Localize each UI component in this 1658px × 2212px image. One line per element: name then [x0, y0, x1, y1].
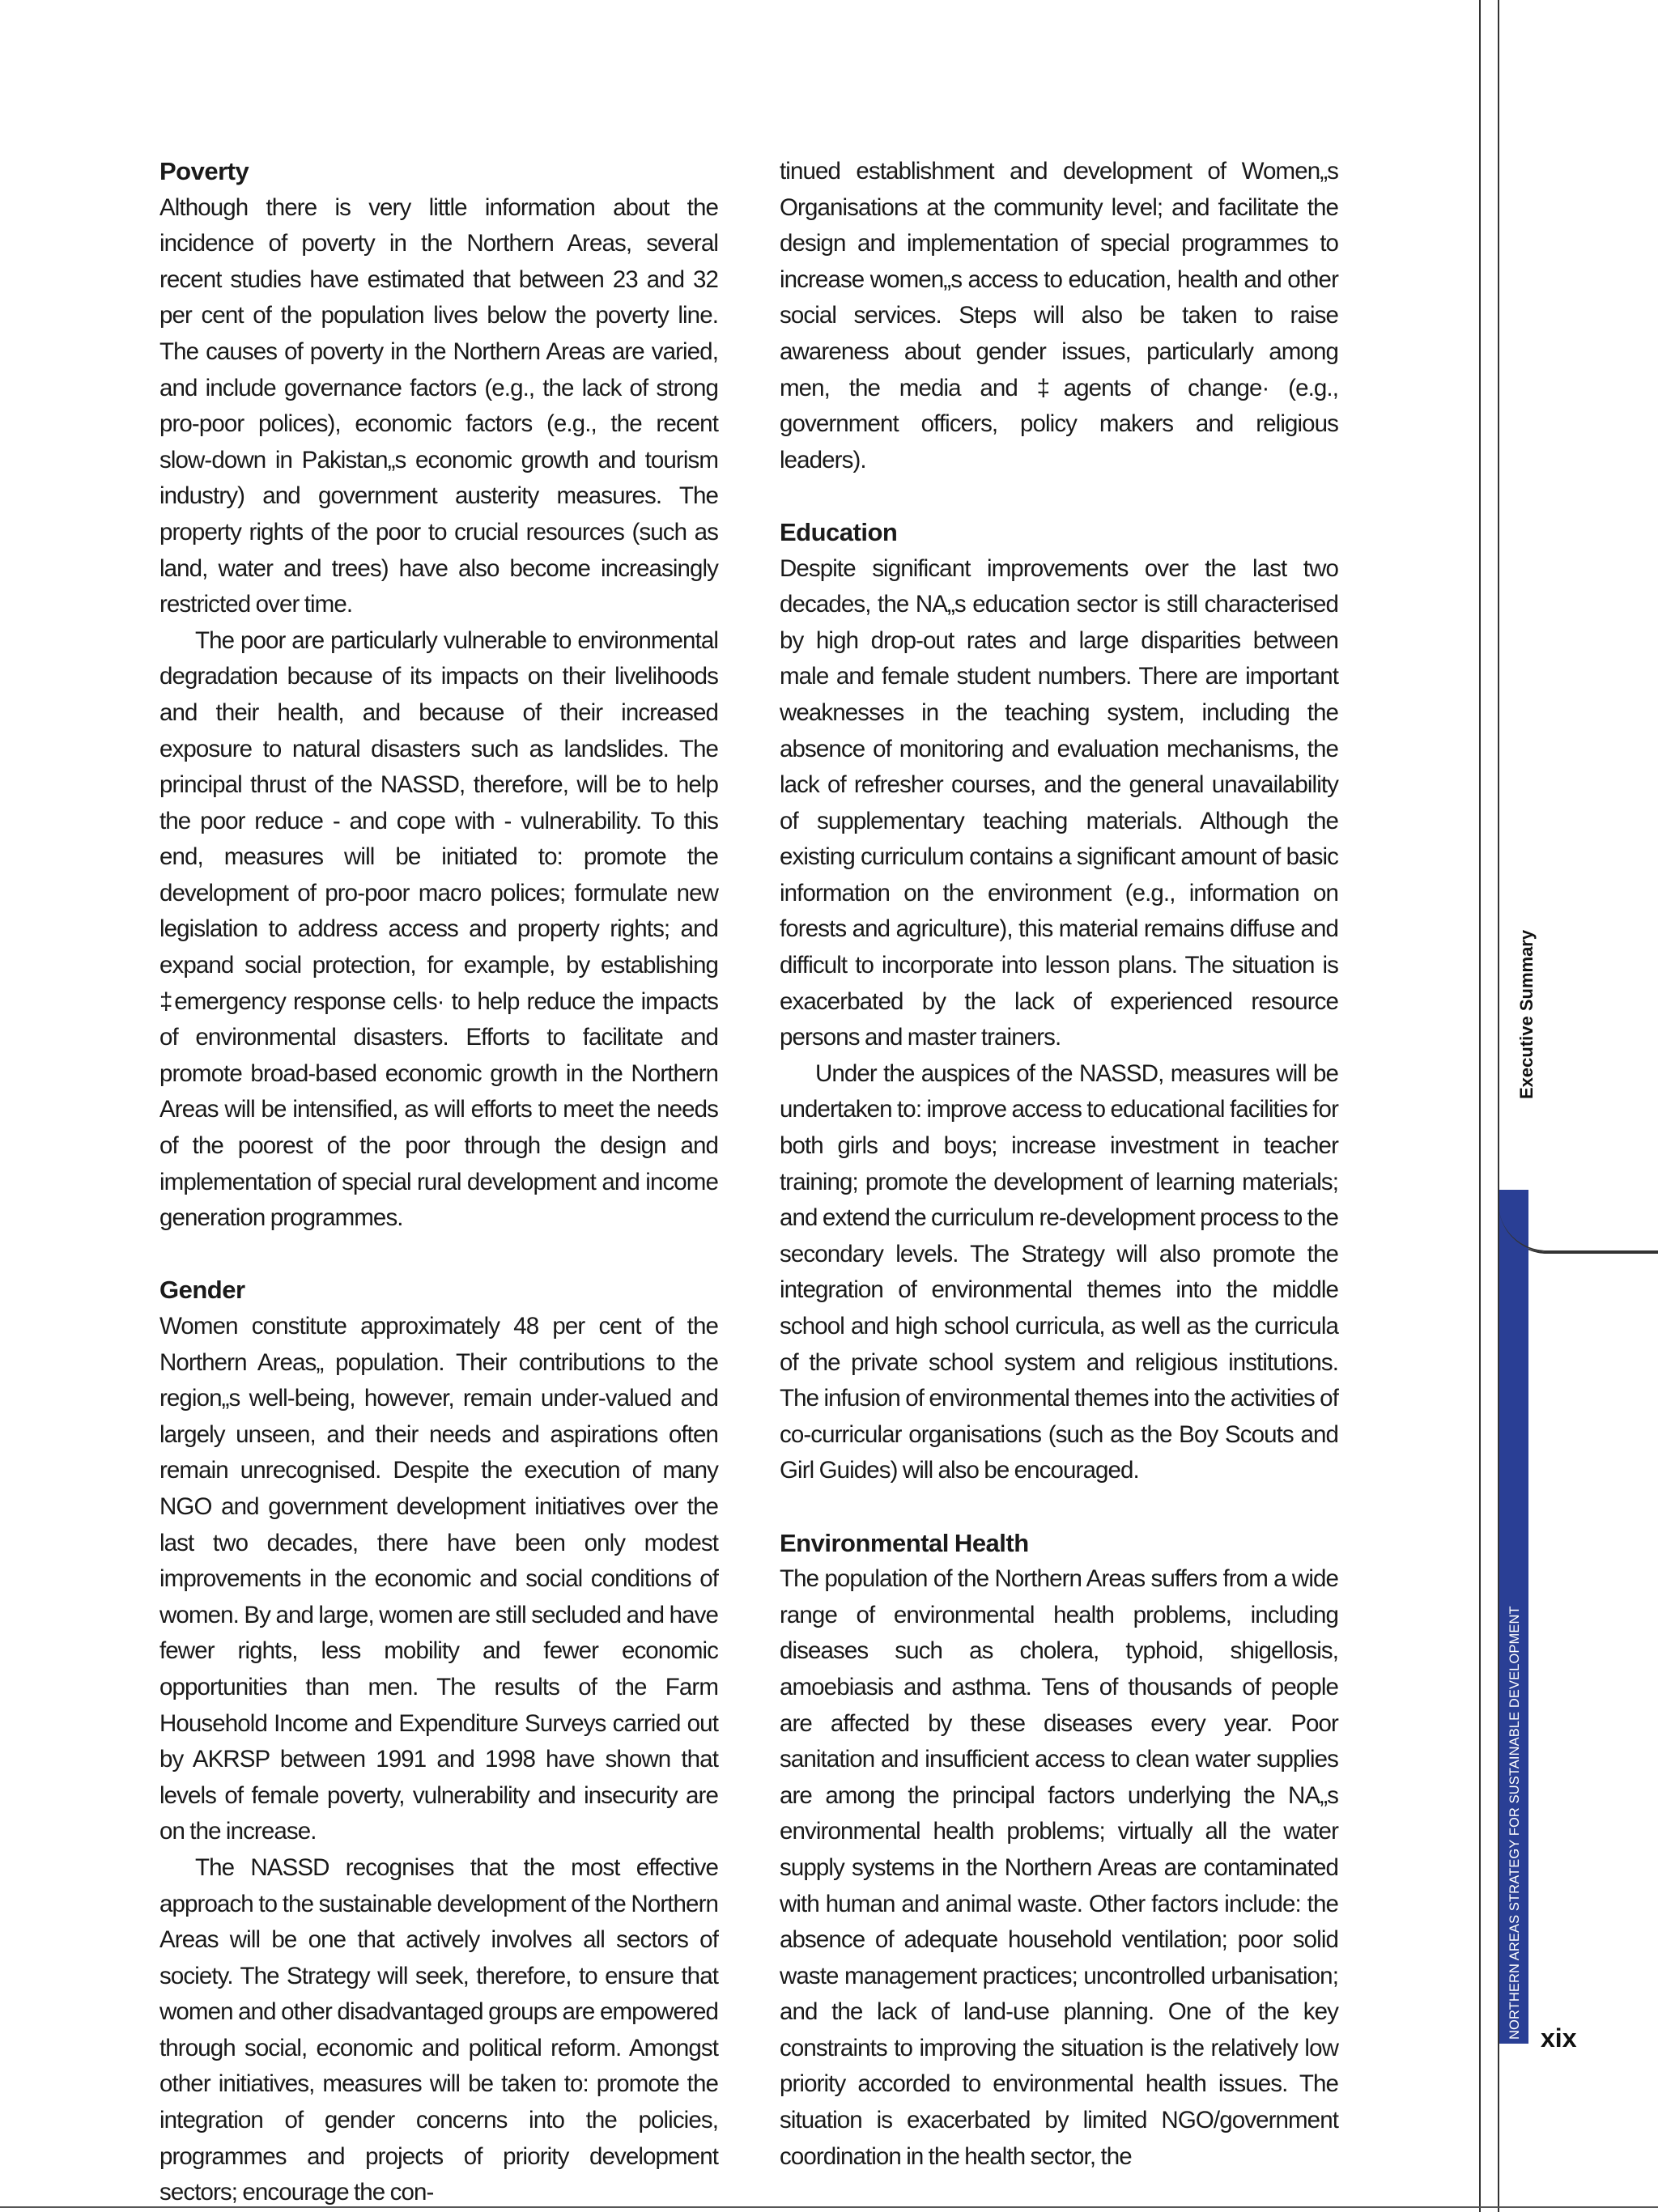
poverty-paragraph-2: The poor are particularly vulnerable to environmental degradation because of its impacts on their livelihoods and their health, and because of their increased exposure to natural disasters such as landslides. The principal thrust of the NASSD, therefore, will be to help the poor reduce - and cope with - vulnerability. To this end, measures will be initiated to: promote the development of pro-poor macro polices; formulate new legislation to address access and property rights; and expand social protection, for example, by establishing ‡emergency response cells· to help reduce the impacts of environmental disasters. Efforts to facilitate and promote broad-based economic growth in the Northern Areas will be intensified, as will efforts to meet the needs of the poorest of the poor through the design and implementation of special rural development and income generation programmes. [159, 626, 718, 1232]
poverty-paragraph-1: Although there is very little information about the incidence of poverty in the Northern Areas, several recent studies have estimated that between 23 and 32 per cent of the population lives below the poverty line. The causes of poverty in the Northern Areas are varied, and include governance factors (e.g., the lack of strong pro-poor polices), economic factors (e.g., the recent slow-down in Pakistan„s economic growth and tourism industry) and government austerity measures. The property rights of the poor to crucial resources (such as land, water and trees) have also become increasingly restricted over time. [159, 193, 718, 618]
environmental-health-paragraph-1: The population of the Northern Areas suffers from a wide range of environmental health problems, including diseases such as cholera, typhoid, shigellosis, amoebiasis and asthma. Tens of thousands of people are affected by these diseases every year. Poor sanitation and insufficient access to clean water supplies are among the principal factors underlying the NA„s environmental health problems; virtually all the water supply systems in the Northern Areas are contaminated with human and animal waste. Other factors include: the absence of adequate household ventilation; poor solid waste management practices; uncontrolled urbanisation; and the lack of land-use planning. One of the key constraints to improving the situation is the relatively low priority accorded to environmental health issues. The situation is exacerbated by limited NGO/government coordination in the health sector, the [780, 1565, 1338, 2170]
bottom-rule [0, 2206, 1658, 2208]
page-number: xix [1541, 2023, 1577, 2053]
margin-rule-inner [1498, 0, 1499, 2212]
left-column [159, 154, 718, 2211]
accent-band-curve [1499, 1190, 1658, 1252]
section-tab-label: Executive Summary [1516, 929, 1537, 1099]
environmental-health-heading: Environmental Health [780, 1528, 1029, 1557]
education-paragraph-2: Under the auspices of the NASSD, measures will be undertaken to: improve access to educational facilities for both girls and boys; increase investment in teacher training; promote the development of learning materials; and extend the curriculum re-development process to the secondary levels. The Strategy will also promote the integration of environmental themes into the middle school and high school curricula, as well as the curricula of the private school system and religious institutions. The infusion of environmental themes into the activities of co-curricular organisations (such as the Boy Scouts and Girl Guides) will also be encouraged. [780, 1059, 1338, 1484]
margin-rule-outer [1479, 0, 1481, 2212]
gender-paragraph-continued: tinued establishment and development of Women„s Organisations at the community level; and facilitate the design and implementation of special programmes to increase women„s access to education, health and other social services. Steps will also be taken to raise awareness about gender issues, particularly among men, the media and ‡agents of change· (e.g., government officers, policy makers and religious leaders). [780, 158, 1338, 473]
gender-paragraph-2: The NASSD recognises that the most effective approach to the sustainable development of the Northern Areas will be one that actively involves all sectors of society. The Strategy will seek, therefore, to ensure that women and other disadvantaged groups are empowered through social, economic and political reform. Amongst other initiatives, measures will be taken to: promote the integration of gender concerns into the policies, programmes and projects of priority development sectors; encourage the con- [159, 1853, 718, 2206]
gender-paragraph-1: Women constitute approximately 48 per cent of the Northern Areas„ population. Their contributions to the region„s well-being, however, remain under-valued and largely unseen, and their needs and aspirations often remain unrecognised. Despite the execution of many NGO and government development initiatives over the last two decades, there have been only modest improvements in the economic and social conditions of women. By and large, women are still secluded and have fewer rights, less mobility and fewer economic opportunities than men. The results of the Farm Household Income and Expenditure Surveys carried out by AKRSP between 1991 and 1998 have shown that levels of female poverty, vulnerability and insecurity are on the increase. [159, 1313, 718, 1845]
education-paragraph-1: Despite significant improvements over the last two decades, the NA„s education sector is still characterised by high drop-out rates and large disparities between male and female student numbers. There are important weaknesses in the teaching system, including the absence of monitoring and evaluation mechanisms, the lack of refresher courses, and the general unavailability of supplementary teaching materials. Although the existing curriculum contains a significant amount of basic information on the environment (e.g., information on forests and agriculture), this material remains diffuse and difficult to incorporate into lesson plans. The situation is exacerbated by the lack of experienced resource persons and master trainers. [780, 554, 1338, 1051]
right-column [780, 154, 1338, 2175]
education-heading: Education [780, 517, 898, 546]
running-title: NORTHERN AREAS STRATEGY FOR SUSTAINABLE DEVELOPMENT [1507, 1606, 1522, 2040]
gender-heading: Gender [159, 1276, 245, 1305]
poverty-heading: Poverty [159, 157, 249, 185]
